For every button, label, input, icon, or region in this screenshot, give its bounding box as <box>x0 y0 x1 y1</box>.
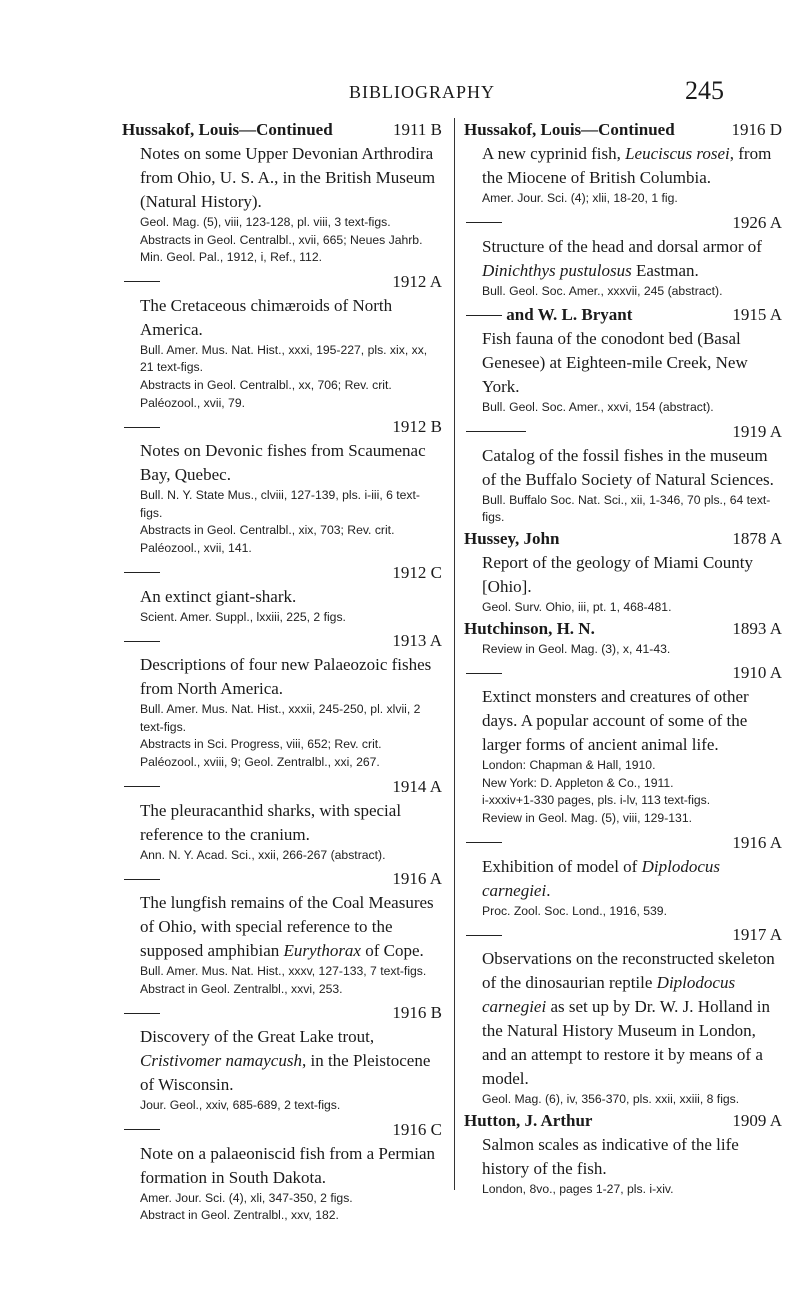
entry-year: 1917 A <box>732 925 782 945</box>
entry-year: 1916 C <box>392 1119 442 1139</box>
bib-entry <box>464 118 782 208</box>
entry-year: 1911 B <box>393 120 442 139</box>
entry-title: Catalog of the fossil fishes in the museum of the Buffalo Society of Natural Sciences. <box>482 445 774 489</box>
ditto-dash <box>466 222 502 223</box>
page-number: 245 <box>685 76 724 105</box>
bib-entry <box>464 211 782 301</box>
ditto-dash <box>124 879 160 880</box>
bib-entry <box>122 561 442 627</box>
coauthor-name: and W. L. Bryant <box>506 305 633 325</box>
title-text: Exhibition of model of <box>482 856 642 876</box>
entry-abstract: Abstracts in Geol. Centralbl., xix, 703; Rev. crit. Paléozool., xvii, 141. <box>140 523 395 555</box>
entry-year: 1912 B <box>392 417 442 437</box>
title-taxon: Dinichthys pustulosus <box>482 260 632 280</box>
title-text: , in the Pleistocene of Wisconsin. <box>140 1051 431 1095</box>
entry-abstract: Abstracts in Geol. Centralbl., xx, 706; Rev. crit. Paléozool., xvii, 79. <box>140 377 392 410</box>
entry-year: 1919 A <box>732 421 782 441</box>
entry-citation: Bull. N. Y. State Mus., clviii, 127-139, pls. i-iii, 6 text-figs. <box>140 488 420 520</box>
title-text: A new cyprinid fish, <box>482 144 626 163</box>
entry-citation: Scient. Amer. Suppl., lxxiii, 225, 2 figs. <box>140 609 346 624</box>
bib-entry <box>464 923 782 1109</box>
entry-citation: Amer. Jour. Sci. (4); xlii, 18-20, 1 fig. <box>482 191 678 205</box>
bib-entry <box>464 303 782 417</box>
title-taxon: Diplodocus carnegiei <box>482 973 736 1017</box>
entry-year: 1916 A <box>392 869 442 889</box>
entry-abstract: Abstracts in Sci. Progress, viii, 652; Rev. crit. Paléozool., xviii, 9; Geol. Zentralbl., xxi, 267. <box>140 737 382 769</box>
ditto-dash <box>124 1129 160 1130</box>
entry-title: The Cretaceous chimæroids of North America. <box>140 295 393 339</box>
entry-citation: Bull. Geol. Soc. Amer., xxxvii, 245 (abstract). <box>482 283 723 298</box>
bib-entry <box>464 1109 782 1199</box>
author-name: Hussakof, Louis—Continued <box>122 120 333 139</box>
entry-year: 1915 A <box>732 305 782 325</box>
ditto-dash <box>466 842 502 843</box>
entry-citation: Bull. Amer. Mus. Nat. Hist., xxxii, 245-250, pl. xlvii, 2 text-figs. <box>140 702 421 734</box>
bib-entry <box>122 1118 442 1225</box>
title-text: as set up by Dr. W. J. Holland in the Natural History Museum in London, and an attempt to restore it by means of a model. <box>482 997 771 1089</box>
entry-title: Note on a palaeoniscid fish from a Permian formation in South Dakota. <box>140 1143 436 1187</box>
right-column <box>464 118 782 1198</box>
title-text: of Cope. <box>360 941 424 961</box>
bib-entry <box>122 629 442 771</box>
entry-abstract: Review in Geol. Mag. (5), viii, 129-131. <box>482 810 692 825</box>
entry-citation: New York: D. Appleton & Co., 1911. <box>482 775 674 790</box>
entry-year: 1910 A <box>732 663 782 683</box>
left-column <box>122 118 442 1225</box>
title-taxon: Diplodocus carnegiei <box>482 856 720 900</box>
entry-abstract: Abstract in Geol. Zentralbl., xxvi, 253. <box>140 981 343 996</box>
bib-entry <box>122 867 442 998</box>
entry-title: The pleuracanthid sharks, with special reference to the cranium. <box>140 800 402 844</box>
bib-entry <box>464 661 782 827</box>
title-text: , from the Miocene of British Columbia. <box>482 144 772 187</box>
title-text: Eastman. <box>631 260 699 280</box>
entry-title <box>122 1025 442 1097</box>
entry-citation: Geol. Surv. Ohio, iii, pt. 1, 468-481. <box>482 599 672 614</box>
entry-citation: Bull. Amer. Mus. Nat. Hist., xxxi, 195-227, pls. xix, xx, 21 text-figs. <box>140 342 428 375</box>
column-divider <box>454 118 455 1190</box>
author-name: Hutton, J. Arthur <box>464 1110 593 1130</box>
entry-year: 1916 A <box>732 832 782 852</box>
ditto-dash <box>124 281 160 282</box>
entry-citation: Proc. Zool. Soc. Lond., 1916, 539. <box>482 903 667 918</box>
entry-title: Extinct monsters and creatures of other days. A popular account of some of the larger forms of ancient animal life. <box>482 687 749 755</box>
title-text: Discovery of the Great Lake trout, <box>140 1027 375 1047</box>
title-text: Observations on the reconstructed skeleton of the dinosaurian reptile <box>482 949 775 993</box>
entry-title: Fish fauna of the conodont bed (Basal Genesee) at Eighteen-mile Creek, New York. <box>482 329 748 397</box>
entry-year: 1909 A <box>732 1110 782 1130</box>
title-taxon: Eurythorax <box>283 941 361 961</box>
bib-entry <box>122 118 442 267</box>
ditto-dash <box>124 427 160 428</box>
author-name: Hussakof, Louis—Continued <box>464 120 675 139</box>
bib-entry <box>464 617 782 659</box>
entry-title <box>464 235 782 283</box>
author-name: Hussey, John <box>464 528 560 548</box>
entry-citation: London: Chapman & Hall, 1910. <box>482 758 656 773</box>
entry-year: 1893 A <box>732 618 782 638</box>
entry-citation: Amer. Jour. Sci. (4), xli, 347-350, 2 figs. <box>140 1190 353 1205</box>
ditto-dash <box>466 935 502 936</box>
entry-citation: Review in Geol. Mag. (3), x, 41-43. <box>482 641 671 656</box>
entry-citation: i-xxxiv+1-330 pages, pls. i-lv, 113 text-figs. <box>482 793 711 808</box>
entry-title: Descriptions of four new Palaeozoic fishes from North America. <box>140 655 432 699</box>
entry-year: 1916 B <box>392 1003 442 1023</box>
entry-year: 1912 C <box>392 562 442 582</box>
entry-abstract: Abstract in Geol. Zentralbl., xxv, 182. <box>140 1208 339 1223</box>
ditto-dash <box>466 673 502 674</box>
entry-citation: Geol. Mag. (6), iv, 356-370, pls. xxii, xxiii, 8 figs. <box>482 1092 740 1107</box>
entry-citation: Ann. N. Y. Acad. Sci., xxii, 266-267 (abstract). <box>140 847 386 862</box>
bib-entry <box>122 415 442 557</box>
entry-citation: Bull. Amer. Mus. Nat. Hist., xxxv, 127-133, 7 text-figs. <box>140 964 427 979</box>
running-title: BIBLIOGRAPHY <box>348 82 495 102</box>
entry-citation: London, 8vo., pages 1-27, pls. i-xiv. <box>482 1181 674 1196</box>
entry-title: Salmon scales as indicative of the life history of the fish. <box>482 1134 739 1178</box>
ditto-dash <box>124 1013 160 1014</box>
bib-entry <box>464 831 782 921</box>
author-name: Hutchinson, H. N. <box>464 618 595 638</box>
entry-citation: Bull. Geol. Soc. Amer., xxvi, 154 (abstract). <box>482 400 714 415</box>
entry-title: An extinct giant-shark. <box>140 586 297 606</box>
entry-abstract: Abstracts in Geol. Centralbl., xvii, 665; Neues Jahrb. Min. Geol. Pal., 1912, i, Ref., 112. <box>140 232 423 265</box>
ditto-dash <box>466 315 502 316</box>
ditto-dash <box>466 431 526 432</box>
entry-year: 1916 D <box>731 120 782 139</box>
bib-entry <box>464 527 782 617</box>
bib-entry <box>464 420 782 527</box>
title-taxon: Leuciscus rosei <box>625 144 730 163</box>
entry-title <box>464 855 782 903</box>
entry-citation: Bull. Buffalo Soc. Nat. Sci., xii, 1-346, 70 pls., 64 text-figs. <box>482 492 771 525</box>
title-text: Structure of the head and dorsal armor of <box>482 236 762 256</box>
entry-title <box>464 142 782 190</box>
page-header <box>120 76 724 112</box>
entry-year: 1914 A <box>392 776 442 796</box>
entry-year: 1912 A <box>392 271 442 291</box>
ditto-dash <box>124 572 160 573</box>
entry-citation: Geol. Mag. (5), viii, 123-128, pl. viii, 3 text-figs. <box>140 215 391 229</box>
entry-title: Notes on some Upper Devonian Arthrodira from Ohio, U. S. A., in the British Museum (Natural History). <box>140 144 436 211</box>
ditto-dash <box>124 641 160 642</box>
entry-title: Notes on Devonic fishes from Scaumenac Bay, Quebec. <box>140 441 426 485</box>
entry-citation: Jour. Geol., xxiv, 685-689, 2 text-figs. <box>140 1098 341 1113</box>
ditto-dash <box>124 786 160 787</box>
title-text: . <box>546 880 551 900</box>
bib-entry <box>122 775 442 865</box>
entry-title <box>122 891 442 963</box>
title-text: The lungfish remains of the Coal Measures of Ohio, with special reference to the supposed amphibian <box>140 893 434 961</box>
title-taxon: Cristivomer namaycush <box>140 1051 302 1071</box>
entry-year: 1913 A <box>392 631 442 651</box>
entry-year: 1878 A <box>732 528 782 548</box>
entry-year: 1926 A <box>732 212 782 232</box>
entry-title: Report of the geology of Miami County [Ohio]. <box>482 552 754 596</box>
bib-entry <box>122 1001 442 1115</box>
entry-title <box>464 947 782 1091</box>
bib-entry <box>122 270 442 412</box>
